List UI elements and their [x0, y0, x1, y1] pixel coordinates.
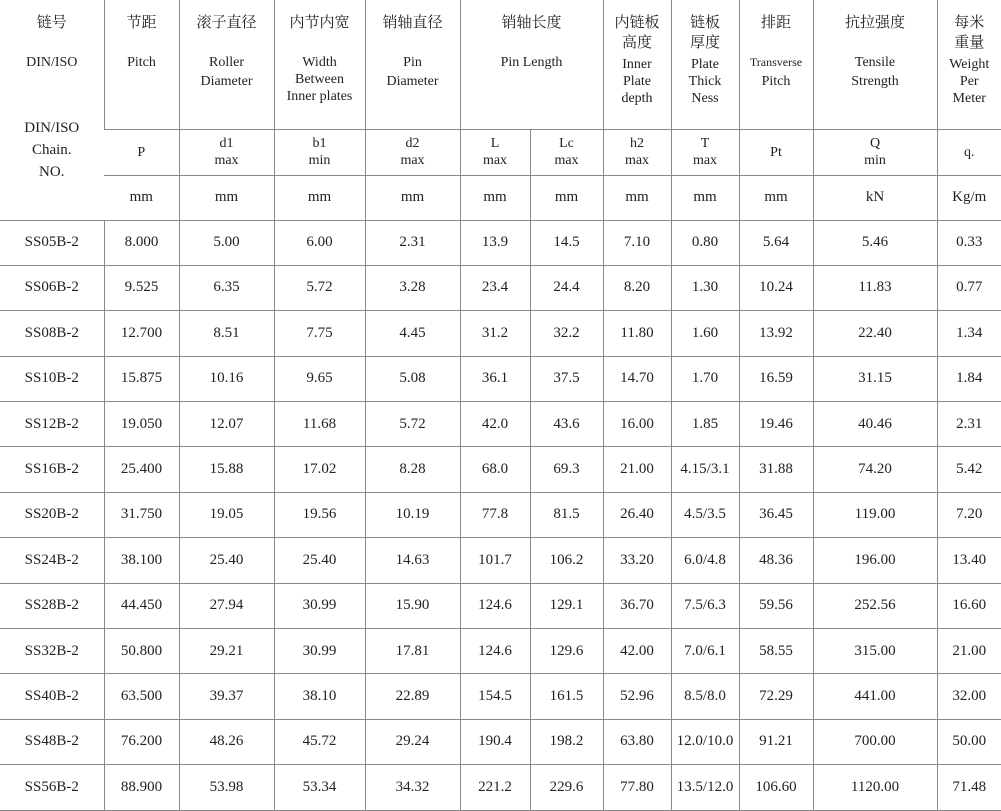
cell-transverse-pitch: 19.46	[739, 402, 813, 447]
cell-inner-width: 30.99	[274, 629, 365, 674]
cell-tensile-strength: 196.00	[813, 538, 937, 583]
table-row	[0, 765, 1001, 810]
header-depth-en-1: Inner	[604, 56, 671, 73]
unit-pitch: mm	[104, 175, 179, 220]
cell-transverse-pitch: 31.88	[739, 447, 813, 492]
cell-plate-thickness: 4.15/3.1	[671, 447, 739, 492]
symbol-text: q.	[938, 144, 1001, 161]
symbol-plate-thickness	[671, 129, 739, 175]
unit-plate-thickness: mm	[671, 175, 739, 220]
cell-weight-per-meter: 32.00	[937, 674, 1001, 719]
cell-roller-diameter: 53.98	[179, 765, 274, 810]
cell-weight-per-meter: 71.48	[937, 765, 1001, 810]
cell-roller-diameter: 39.37	[179, 674, 274, 719]
cell-roller-diameter: 48.26	[179, 719, 274, 764]
cell-pin-length-l: 124.6	[460, 629, 530, 674]
cell-transverse-pitch: 13.92	[739, 311, 813, 356]
header-roller-diameter	[179, 0, 274, 129]
cell-roller-diameter: 27.94	[179, 583, 274, 628]
symbol-weight	[937, 129, 1001, 175]
unit-roller: mm	[179, 175, 274, 220]
header-thick-en-2: Thick	[672, 73, 739, 90]
cell-inner-width: 17.02	[274, 447, 365, 492]
cell-pin-length-l: 190.4	[460, 719, 530, 764]
cell-pin-diameter: 4.45	[365, 311, 460, 356]
cell-tensile-strength: 22.40	[813, 311, 937, 356]
cell-tensile-strength: 441.00	[813, 674, 937, 719]
cell-plate-depth: 42.00	[603, 629, 671, 674]
symbol-qualifier: max	[531, 152, 603, 169]
header-pitch	[104, 0, 179, 129]
cell-pin-diameter: 29.24	[365, 719, 460, 764]
symbol-text: d2	[366, 135, 460, 152]
header-pin-length-zh: 销轴长度	[461, 12, 603, 32]
cell-pin-length-lc: 106.2	[530, 538, 603, 583]
cell-pin-length-l: 124.6	[460, 583, 530, 628]
header-model-line3: NO.	[0, 161, 104, 183]
unit-width: mm	[274, 175, 365, 220]
cell-tensile-strength: 5.46	[813, 220, 937, 265]
symbol-pin-diameter	[365, 129, 460, 175]
cell-pin-length-lc: 14.5	[530, 220, 603, 265]
symbol-pin-length-l	[460, 129, 530, 175]
cell-plate-depth: 52.96	[603, 674, 671, 719]
cell-weight-per-meter: 21.00	[937, 629, 1001, 674]
cell-transverse-pitch: 59.56	[739, 583, 813, 628]
cell-pitch: 76.200	[104, 719, 179, 764]
symbol-roller	[179, 129, 274, 175]
symbol-text: P	[104, 144, 179, 161]
header-weight-en-1: Weight	[938, 56, 1001, 73]
header-width-zh: 内节内宽	[275, 12, 365, 32]
cell-inner-width: 45.72	[274, 719, 365, 764]
cell-chain-number: SS16B-2	[0, 447, 104, 492]
cell-inner-width: 9.65	[274, 356, 365, 401]
cell-plate-depth: 21.00	[603, 447, 671, 492]
header-depth-en-2: Plate	[604, 73, 671, 90]
cell-pin-length-l: 221.2	[460, 765, 530, 810]
cell-tensile-strength: 74.20	[813, 447, 937, 492]
cell-pitch: 44.450	[104, 583, 179, 628]
header-tensile-zh: 抗拉强度	[814, 12, 937, 32]
cell-tensile-strength: 11.83	[813, 265, 937, 310]
header-weight-zh-1: 每米	[938, 12, 1001, 32]
cell-plate-thickness: 4.5/3.5	[671, 492, 739, 537]
cell-tensile-strength: 40.46	[813, 402, 937, 447]
cell-chain-number: SS12B-2	[0, 402, 104, 447]
cell-pin-length-l: 42.0	[460, 402, 530, 447]
cell-roller-diameter: 12.07	[179, 402, 274, 447]
cell-chain-number: SS10B-2	[0, 356, 104, 401]
cell-weight-per-meter: 1.84	[937, 356, 1001, 401]
symbol-plate-depth	[603, 129, 671, 175]
cell-tensile-strength: 31.15	[813, 356, 937, 401]
cell-pin-length-l: 31.2	[460, 311, 530, 356]
cell-inner-width: 19.56	[274, 492, 365, 537]
symbol-qualifier: max	[461, 152, 530, 169]
cell-inner-width: 5.72	[274, 265, 365, 310]
header-transverse-en-2: Pitch	[740, 73, 813, 90]
header-weight-en-3: Meter	[938, 90, 1001, 107]
cell-pin-diameter: 15.90	[365, 583, 460, 628]
cell-weight-per-meter: 0.77	[937, 265, 1001, 310]
table-row	[0, 492, 1001, 537]
table-row	[0, 674, 1001, 719]
cell-roller-diameter: 6.35	[179, 265, 274, 310]
header-tensile-strength	[813, 0, 937, 129]
cell-plate-thickness: 8.5/8.0	[671, 674, 739, 719]
header-weight-zh-2: 重量	[938, 32, 1001, 52]
cell-chain-number: SS56B-2	[0, 765, 104, 810]
cell-transverse-pitch: 16.59	[739, 356, 813, 401]
cell-inner-width: 38.10	[274, 674, 365, 719]
header-pin-dia-zh: 销轴直径	[366, 12, 460, 32]
symbol-text: Lc	[531, 135, 603, 152]
cell-pin-length-lc: 37.5	[530, 356, 603, 401]
cell-pin-diameter: 14.63	[365, 538, 460, 583]
header-pin-length	[460, 0, 603, 129]
cell-plate-thickness: 0.80	[671, 220, 739, 265]
cell-plate-thickness: 1.85	[671, 402, 739, 447]
cell-pitch: 9.525	[104, 265, 179, 310]
header-pin-diameter	[365, 0, 460, 129]
header-inner-width	[274, 0, 365, 129]
cell-pitch: 12.700	[104, 311, 179, 356]
cell-pin-diameter: 34.32	[365, 765, 460, 810]
unit-pin-length-lc: mm	[530, 175, 603, 220]
table-row	[0, 538, 1001, 583]
table-row	[0, 356, 1001, 401]
unit-pin-diameter: mm	[365, 175, 460, 220]
header-transverse-zh: 排距	[740, 12, 813, 32]
cell-chain-number: SS40B-2	[0, 674, 104, 719]
cell-pin-length-lc: 129.6	[530, 629, 603, 674]
cell-pin-length-lc: 161.5	[530, 674, 603, 719]
cell-chain-number: SS24B-2	[0, 538, 104, 583]
cell-chain-number: SS06B-2	[0, 265, 104, 310]
symbol-text: b1	[275, 135, 365, 152]
cell-plate-depth: 14.70	[603, 356, 671, 401]
header-chain-number	[0, 0, 104, 220]
cell-roller-diameter: 15.88	[179, 447, 274, 492]
cell-plate-depth: 16.00	[603, 402, 671, 447]
cell-chain-number: SS20B-2	[0, 492, 104, 537]
cell-pin-length-l: 101.7	[460, 538, 530, 583]
cell-pin-length-lc: 24.4	[530, 265, 603, 310]
cell-plate-depth: 7.10	[603, 220, 671, 265]
cell-transverse-pitch: 10.24	[739, 265, 813, 310]
header-depth-zh-2: 高度	[604, 32, 671, 52]
symbol-qualifier: min	[814, 152, 937, 169]
cell-transverse-pitch: 58.55	[739, 629, 813, 674]
cell-inner-width: 7.75	[274, 311, 365, 356]
cell-roller-diameter: 25.40	[179, 538, 274, 583]
cell-weight-per-meter: 5.42	[937, 447, 1001, 492]
cell-pitch: 31.750	[104, 492, 179, 537]
cell-roller-diameter: 8.51	[179, 311, 274, 356]
cell-plate-thickness: 7.5/6.3	[671, 583, 739, 628]
table-row	[0, 311, 1001, 356]
header-pin-dia-en-2: Diameter	[366, 73, 460, 90]
table-row	[0, 220, 1001, 265]
cell-inner-width: 6.00	[274, 220, 365, 265]
header-thick-en-3: Ness	[672, 90, 739, 107]
cell-pin-diameter: 22.89	[365, 674, 460, 719]
cell-plate-depth: 36.70	[603, 583, 671, 628]
table-row	[0, 402, 1001, 447]
symbol-text: Pt	[740, 144, 813, 161]
cell-pitch: 50.800	[104, 629, 179, 674]
cell-pitch: 88.900	[104, 765, 179, 810]
cell-tensile-strength: 119.00	[813, 492, 937, 537]
header-pin-dia-en-1: Pin	[366, 54, 460, 71]
cell-transverse-pitch: 5.64	[739, 220, 813, 265]
cell-pin-length-l: 13.9	[460, 220, 530, 265]
cell-chain-number: SS05B-2	[0, 220, 104, 265]
header-row-names	[0, 0, 1001, 129]
cell-chain-number: SS32B-2	[0, 629, 104, 674]
cell-plate-thickness: 1.60	[671, 311, 739, 356]
header-width-en-1: Width	[275, 54, 365, 71]
cell-transverse-pitch: 106.60	[739, 765, 813, 810]
cell-pin-diameter: 17.81	[365, 629, 460, 674]
header-plate-thickness	[671, 0, 739, 129]
symbol-text: T	[672, 135, 739, 152]
header-weight-per-meter	[937, 0, 1001, 129]
cell-pin-length-lc: 69.3	[530, 447, 603, 492]
cell-plate-thickness: 7.0/6.1	[671, 629, 739, 674]
symbol-width	[274, 129, 365, 175]
cell-roller-diameter: 10.16	[179, 356, 274, 401]
cell-pin-diameter: 5.08	[365, 356, 460, 401]
cell-pitch: 63.500	[104, 674, 179, 719]
table-row	[0, 583, 1001, 628]
table-row	[0, 265, 1001, 310]
header-roller-en-2: Diameter	[180, 73, 274, 90]
table-row	[0, 629, 1001, 674]
cell-weight-per-meter: 1.34	[937, 311, 1001, 356]
symbol-qualifier: max	[672, 152, 739, 169]
header-tensile-en-1: Tensile	[814, 54, 937, 71]
header-pin-length-en: Pin Length	[461, 54, 603, 71]
cell-pin-diameter: 8.28	[365, 447, 460, 492]
cell-pin-diameter: 3.28	[365, 265, 460, 310]
cell-plate-depth: 8.20	[603, 265, 671, 310]
cell-plate-depth: 11.80	[603, 311, 671, 356]
cell-tensile-strength: 252.56	[813, 583, 937, 628]
cell-transverse-pitch: 72.29	[739, 674, 813, 719]
header-thick-zh-1: 链板	[672, 12, 739, 32]
symbol-text: Q	[814, 135, 937, 152]
cell-inner-width: 11.68	[274, 402, 365, 447]
header-thick-en-1: Plate	[672, 56, 739, 73]
cell-pin-length-l: 77.8	[460, 492, 530, 537]
cell-plate-thickness: 1.70	[671, 356, 739, 401]
cell-weight-per-meter: 7.20	[937, 492, 1001, 537]
cell-pin-diameter: 2.31	[365, 220, 460, 265]
cell-inner-width: 25.40	[274, 538, 365, 583]
cell-pin-length-l: 68.0	[460, 447, 530, 492]
cell-pin-length-lc: 43.6	[530, 402, 603, 447]
cell-inner-width: 30.99	[274, 583, 365, 628]
cell-pin-length-lc: 198.2	[530, 719, 603, 764]
cell-plate-depth: 33.20	[603, 538, 671, 583]
unit-plate-depth: mm	[603, 175, 671, 220]
symbol-pin-length-lc	[530, 129, 603, 175]
cell-pitch: 15.875	[104, 356, 179, 401]
header-roller-zh: 滚子直径	[180, 12, 274, 32]
cell-inner-width: 53.34	[274, 765, 365, 810]
cell-pin-length-l: 154.5	[460, 674, 530, 719]
symbol-qualifier: min	[275, 152, 365, 169]
table-row	[0, 719, 1001, 764]
cell-weight-per-meter: 16.60	[937, 583, 1001, 628]
header-width-en-2: Between	[275, 71, 365, 88]
cell-plate-thickness: 6.0/4.8	[671, 538, 739, 583]
cell-pitch: 8.000	[104, 220, 179, 265]
cell-pin-diameter: 10.19	[365, 492, 460, 537]
header-model-line2: Chain.	[0, 139, 104, 161]
symbol-text: h2	[604, 135, 671, 152]
cell-pitch: 38.100	[104, 538, 179, 583]
header-tensile-en-2: Strength	[814, 73, 937, 90]
cell-plate-thickness: 1.30	[671, 265, 739, 310]
cell-chain-number: SS08B-2	[0, 311, 104, 356]
header-plate-depth	[603, 0, 671, 129]
cell-pin-length-lc: 229.6	[530, 765, 603, 810]
header-depth-zh-1: 内链板	[604, 12, 671, 32]
cell-tensile-strength: 315.00	[813, 629, 937, 674]
symbol-qualifier: max	[366, 152, 460, 169]
cell-roller-diameter: 29.21	[179, 629, 274, 674]
header-row-symbols	[0, 129, 1001, 175]
cell-weight-per-meter: 0.33	[937, 220, 1001, 265]
header-pitch-zh: 节距	[105, 12, 179, 32]
cell-weight-per-meter: 2.31	[937, 402, 1001, 447]
cell-pitch: 19.050	[104, 402, 179, 447]
cell-transverse-pitch: 36.45	[739, 492, 813, 537]
cell-transverse-pitch: 91.21	[739, 719, 813, 764]
unit-tensile: kN	[813, 175, 937, 220]
symbol-qualifier: max	[180, 152, 274, 169]
header-pitch-en: Pitch	[105, 54, 179, 71]
unit-transverse: mm	[739, 175, 813, 220]
symbol-transverse	[739, 129, 813, 175]
symbol-pitch	[104, 129, 179, 175]
cell-tensile-strength: 1120.00	[813, 765, 937, 810]
header-transverse-en-1: Transverse	[740, 54, 813, 71]
cell-pin-length-lc: 81.5	[530, 492, 603, 537]
cell-chain-number: SS28B-2	[0, 583, 104, 628]
header-width-en-3: Inner plates	[275, 88, 365, 105]
cell-plate-depth: 26.40	[603, 492, 671, 537]
symbol-qualifier: max	[604, 152, 671, 169]
cell-pitch: 25.400	[104, 447, 179, 492]
cell-pin-length-lc: 129.1	[530, 583, 603, 628]
cell-roller-diameter: 19.05	[179, 492, 274, 537]
cell-roller-diameter: 5.00	[179, 220, 274, 265]
header-model-en: DIN/ISO	[0, 54, 104, 71]
cell-weight-per-meter: 13.40	[937, 538, 1001, 583]
cell-chain-number: SS48B-2	[0, 719, 104, 764]
header-weight-en-2: Per	[938, 73, 1001, 90]
cell-tensile-strength: 700.00	[813, 719, 937, 764]
header-depth-en-3: depth	[604, 90, 671, 107]
cell-weight-per-meter: 50.00	[937, 719, 1001, 764]
cell-plate-thickness: 13.5/12.0	[671, 765, 739, 810]
symbol-text: d1	[180, 135, 274, 152]
header-roller-en-1: Roller	[180, 54, 274, 71]
cell-pin-length-lc: 32.2	[530, 311, 603, 356]
header-model-zh: 链号	[0, 12, 104, 32]
symbol-tensile	[813, 129, 937, 175]
cell-transverse-pitch: 48.36	[739, 538, 813, 583]
cell-plate-depth: 77.80	[603, 765, 671, 810]
header-model-line1: DIN/ISO	[0, 117, 104, 139]
table-row	[0, 447, 1001, 492]
unit-weight: Kg/m	[937, 175, 1001, 220]
cell-plate-thickness: 12.0/10.0	[671, 719, 739, 764]
symbol-text: L	[461, 135, 530, 152]
header-row-units	[0, 175, 1001, 220]
header-thick-zh-2: 厚度	[672, 32, 739, 52]
header-transverse-pitch	[739, 0, 813, 129]
cell-plate-depth: 63.80	[603, 719, 671, 764]
unit-pin-length-l: mm	[460, 175, 530, 220]
cell-pin-length-l: 23.4	[460, 265, 530, 310]
cell-pin-length-l: 36.1	[460, 356, 530, 401]
cell-pin-diameter: 5.72	[365, 402, 460, 447]
